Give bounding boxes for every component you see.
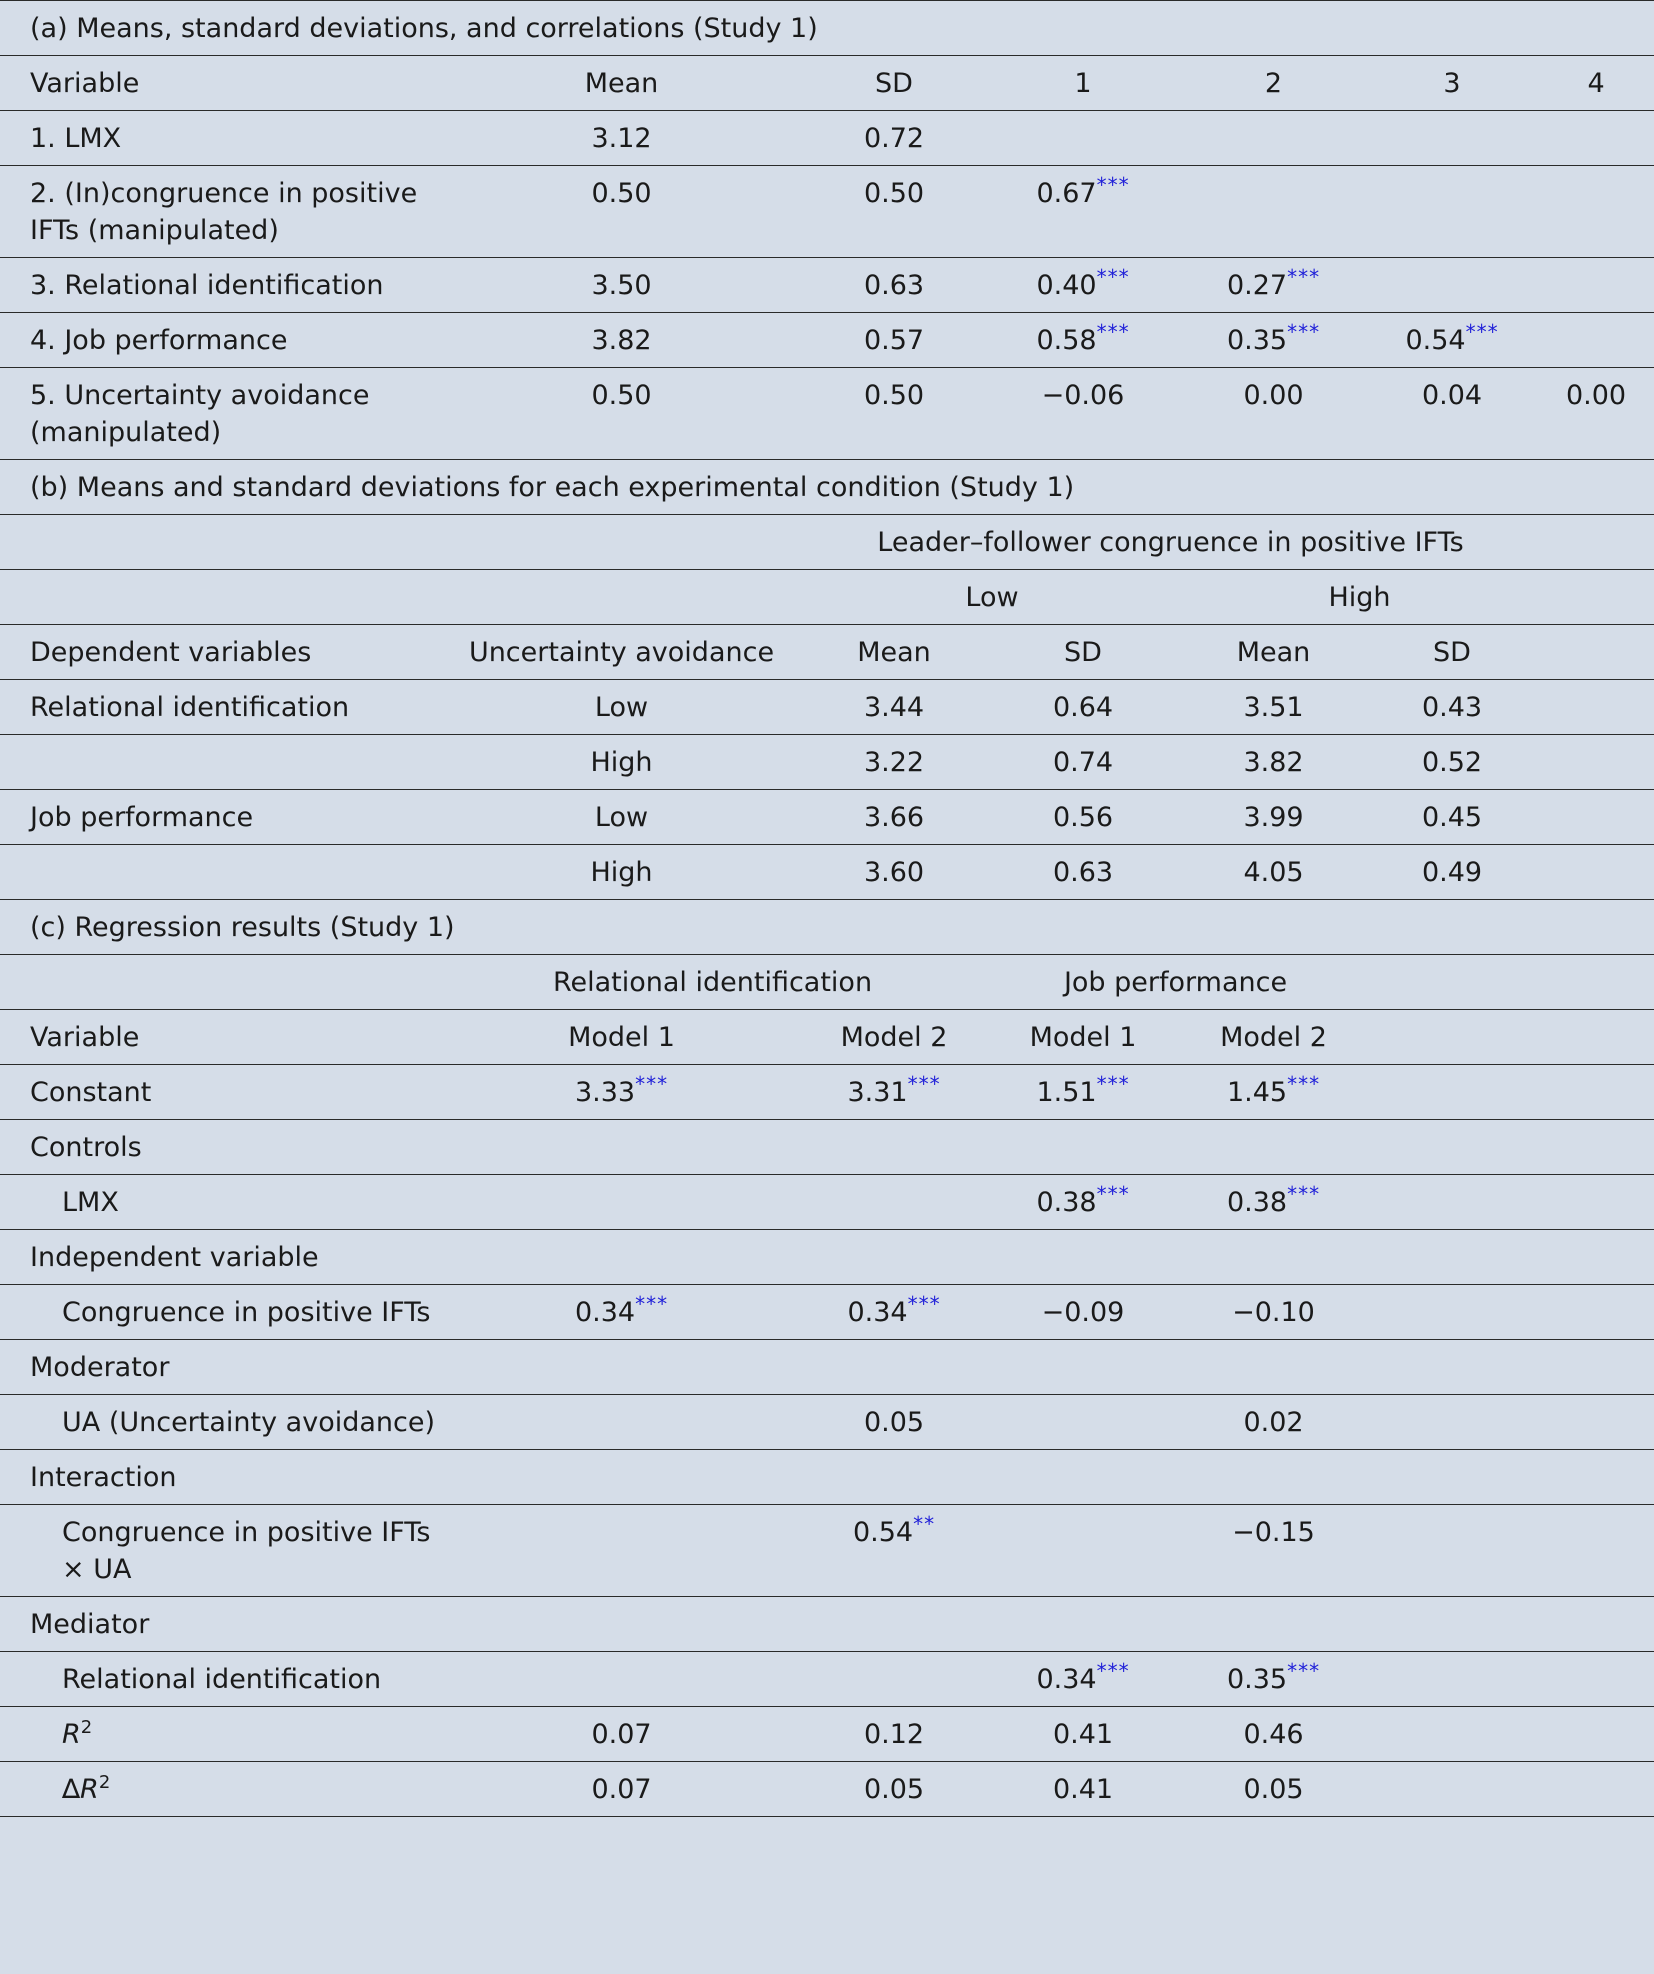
ua-level: High: [440, 845, 803, 900]
mean-high: 3.82: [1181, 735, 1366, 790]
table-row: [0, 845, 1654, 900]
table-row: [0, 313, 1654, 368]
col-header-mean-low: Mean: [803, 625, 985, 680]
corr-2: [1181, 111, 1366, 166]
section-row: [0, 1120, 1654, 1175]
sd-low: 0.56: [985, 790, 1181, 845]
sd-high: 0.52: [1366, 735, 1538, 790]
corr-3: [1366, 111, 1538, 166]
col-header-variable: Variable: [0, 1010, 440, 1065]
mean-low: 3.44: [803, 680, 985, 735]
corr-4: [1538, 258, 1654, 313]
ua-level: Low: [440, 790, 803, 845]
col-header-sd-low: SD: [985, 625, 1181, 680]
significance-stars: ***: [907, 1292, 941, 1316]
table-row: [0, 1395, 1654, 1450]
sd-value: 0.50: [803, 166, 985, 258]
mean-high: 4.05: [1181, 845, 1366, 900]
significance-stars: ***: [635, 1072, 669, 1096]
job-model-2-value: 0.05: [1181, 1762, 1366, 1817]
corr-1: 0.58***: [985, 313, 1181, 368]
table-row: [0, 1707, 1654, 1762]
significance-stars: ***: [1096, 1072, 1130, 1096]
rel-model-2-value: 0.05: [803, 1762, 985, 1817]
rel-model-2-value: 3.31***: [803, 1065, 985, 1120]
table-row: [0, 1652, 1654, 1707]
corr-3: 0.04: [1366, 368, 1538, 460]
sd-value: 0.72: [803, 111, 985, 166]
job-model-1-value: 1.51***: [985, 1065, 1181, 1120]
part-b-level-header-row: [0, 570, 1654, 625]
corr-1: 0.40***: [985, 258, 1181, 313]
sd-low: 0.63: [985, 845, 1181, 900]
job-model-2-value: 0.02: [1181, 1395, 1366, 1450]
corr-3: [1366, 258, 1538, 313]
sd-high: 0.45: [1366, 790, 1538, 845]
significance-stars: ***: [1096, 1659, 1130, 1683]
table-row: [0, 1505, 1654, 1597]
job-model-1-value: 0.34***: [985, 1652, 1181, 1707]
part-b-title: (b) Means and standard deviations for each experimental condition (Study 1): [0, 460, 1654, 515]
row-label-congruence: Congruence in positive IFTs: [0, 1285, 440, 1340]
mean-low: 3.60: [803, 845, 985, 900]
table-row: [0, 680, 1654, 735]
job-model-2-value: 0.46: [1181, 1707, 1366, 1762]
table-row: [0, 166, 1654, 258]
sd-value: 0.63: [803, 258, 985, 313]
corr-4: 0.00: [1538, 368, 1654, 460]
section-row: [0, 1230, 1654, 1285]
section-row: [0, 1340, 1654, 1395]
mean-value: 0.50: [440, 368, 803, 460]
mean-value: 3.82: [440, 313, 803, 368]
part-a-header-row: [0, 56, 1654, 111]
col-header-rel-model-2: Model 2: [803, 1010, 985, 1065]
table-row: [0, 735, 1654, 790]
section-row: [0, 1450, 1654, 1505]
corr-1: 0.67***: [985, 166, 1181, 258]
relational-identification-header: Relational identification: [440, 955, 985, 1010]
mean-value: 0.50: [440, 166, 803, 258]
mean-low: 3.66: [803, 790, 985, 845]
significance-stars: ***: [1096, 320, 1130, 344]
job-model-2-value: −0.10: [1181, 1285, 1366, 1340]
job-model-1-value: [985, 1395, 1181, 1450]
significance-stars: ***: [1287, 1659, 1321, 1683]
job-model-2-value: 0.38***: [1181, 1175, 1366, 1230]
col-header-3: 3: [1366, 56, 1538, 111]
corr-4: [1538, 313, 1654, 368]
job-model-2-value: −0.15: [1181, 1505, 1366, 1597]
part-b-header-row: [0, 625, 1654, 680]
dependent-variable: Job performance: [0, 790, 440, 845]
significance-stars: ***: [907, 1072, 941, 1096]
dependent-variable: Relational identification: [0, 680, 440, 735]
corr-2: 0.00: [1181, 368, 1366, 460]
rel-model-1-value: [440, 1175, 803, 1230]
rel-model-2-value: [803, 1175, 985, 1230]
corr-3: 0.54***: [1366, 313, 1538, 368]
row-label-delta-r-squared: $\Delta R^2$: [0, 1762, 440, 1817]
section-label-mediator: Mediator: [0, 1597, 1654, 1652]
ua-level: Low: [440, 680, 803, 735]
congruence-group-header: Leader–follower congruence in positive IFTs: [803, 515, 1538, 570]
row-label-r-squared: $R^2$: [0, 1707, 440, 1762]
significance-stars: ***: [1465, 320, 1499, 344]
variable-name: 1. LMX: [0, 111, 440, 166]
row-label-relational-identification: Relational identification: [0, 1652, 440, 1707]
col-header-sd-high: SD: [1366, 625, 1538, 680]
part-c-title: (c) Regression results (Study 1): [0, 900, 1654, 955]
sd-low: 0.74: [985, 735, 1181, 790]
col-header-uncertainty-avoidance: Uncertainty avoidance: [440, 625, 803, 680]
significance-stars: ***: [1287, 265, 1321, 289]
significance-stars: ***: [1287, 1072, 1321, 1096]
table-row: [0, 1175, 1654, 1230]
rel-model-1-value: [440, 1652, 803, 1707]
table-row: [0, 258, 1654, 313]
part-c-header-row: [0, 1010, 1654, 1065]
rel-model-2-value: 0.12: [803, 1707, 985, 1762]
corr-4: [1538, 111, 1654, 166]
rel-model-1-value: [440, 1505, 803, 1597]
sd-high: 0.43: [1366, 680, 1538, 735]
col-header-1: 1: [985, 56, 1181, 111]
col-header-sd: SD: [803, 56, 985, 111]
job-model-2-value: 1.45***: [1181, 1065, 1366, 1120]
table-row: [0, 1285, 1654, 1340]
col-header-rel-model-1: Model 1: [440, 1010, 803, 1065]
row-label-ua: UA (Uncertainty avoidance): [0, 1395, 440, 1450]
significance-stars: ***: [1096, 265, 1130, 289]
rel-model-1-value: 0.07: [440, 1762, 803, 1817]
sd-high: 0.49: [1366, 845, 1538, 900]
col-header-variable: Variable: [0, 56, 440, 111]
high-congruence-header: High: [1181, 570, 1538, 625]
job-model-1-value: 0.41: [985, 1762, 1181, 1817]
col-header-mean: Mean: [440, 56, 803, 111]
part-a-title-row: [0, 1, 1654, 56]
part-a-title: (a) Means, standard deviations, and correlations (Study 1): [0, 1, 1654, 56]
corr-2: 0.35***: [1181, 313, 1366, 368]
mean-value: 3.50: [440, 258, 803, 313]
significance-stars: ***: [635, 1292, 669, 1316]
rel-model-1-value: 3.33***: [440, 1065, 803, 1120]
significance-stars: ***: [1096, 173, 1130, 197]
corr-1: −0.06: [985, 368, 1181, 460]
rel-model-2-value: 0.05: [803, 1395, 985, 1450]
job-model-1-value: [985, 1505, 1181, 1597]
significance-stars: ***: [1287, 320, 1321, 344]
mean-high: 3.51: [1181, 680, 1366, 735]
col-header-2: 2: [1181, 56, 1366, 111]
sd-low: 0.64: [985, 680, 1181, 735]
table-row: [0, 790, 1654, 845]
dependent-variable: [0, 735, 440, 790]
low-congruence-header: Low: [803, 570, 1181, 625]
mean-high: 3.99: [1181, 790, 1366, 845]
section-label-independent: Independent variable: [0, 1230, 1654, 1285]
row-label-lmx: LMX: [0, 1175, 440, 1230]
ua-level: High: [440, 735, 803, 790]
row-label-constant: Constant: [0, 1065, 440, 1120]
rel-model-1-value: 0.34***: [440, 1285, 803, 1340]
significance-stars: **: [913, 1512, 936, 1536]
table-row: [0, 1065, 1654, 1120]
significance-stars: ***: [1096, 1182, 1130, 1206]
section-label-moderator: Moderator: [0, 1340, 1654, 1395]
mean-value: 3.12: [440, 111, 803, 166]
col-header-dependent-variables: Dependent variables: [0, 625, 440, 680]
variable-name: 3. Relational identification: [0, 258, 440, 313]
job-model-2-value: 0.35***: [1181, 1652, 1366, 1707]
corr-4: [1538, 166, 1654, 258]
col-header-4: 4: [1538, 56, 1654, 111]
row-label-interaction: Congruence in positive IFTs × UA: [0, 1505, 440, 1597]
job-model-1-value: 0.38***: [985, 1175, 1181, 1230]
table-row: [0, 368, 1654, 460]
dependent-variable: [0, 845, 440, 900]
rel-model-2-value: [803, 1652, 985, 1707]
part-c-title-row: [0, 900, 1654, 955]
sd-value: 0.50: [803, 368, 985, 460]
job-performance-header: Job performance: [985, 955, 1366, 1010]
mean-low: 3.22: [803, 735, 985, 790]
variable-name: 2. (In)congruence in positive IFTs (manipulated): [0, 166, 440, 258]
corr-2: [1181, 166, 1366, 258]
table-row: [0, 111, 1654, 166]
col-header-job-model-2: Model 2: [1181, 1010, 1366, 1065]
part-b-group-header-row: [0, 515, 1654, 570]
rel-model-2-value: 0.54**: [803, 1505, 985, 1597]
corr-3: [1366, 166, 1538, 258]
section-label-controls: Controls: [0, 1120, 1654, 1175]
section-label-interaction: Interaction: [0, 1450, 1654, 1505]
rel-model-1-value: 0.07: [440, 1707, 803, 1762]
col-header-job-model-1: Model 1: [985, 1010, 1181, 1065]
significance-stars: ***: [1287, 1182, 1321, 1206]
job-model-1-value: 0.41: [985, 1707, 1181, 1762]
part-c-group-header-row: [0, 955, 1654, 1010]
sd-value: 0.57: [803, 313, 985, 368]
corr-2: 0.27***: [1181, 258, 1366, 313]
job-model-1-value: −0.09: [985, 1285, 1181, 1340]
rel-model-2-value: 0.34***: [803, 1285, 985, 1340]
col-header-mean-high: Mean: [1181, 625, 1366, 680]
rel-model-1-value: [440, 1395, 803, 1450]
table-row: [0, 1762, 1654, 1817]
section-row: [0, 1597, 1654, 1652]
part-b-title-row: [0, 460, 1654, 515]
corr-1: [985, 111, 1181, 166]
variable-name: 5. Uncertainty avoidance (manipulated): [0, 368, 440, 460]
variable-name: 4. Job performance: [0, 313, 440, 368]
